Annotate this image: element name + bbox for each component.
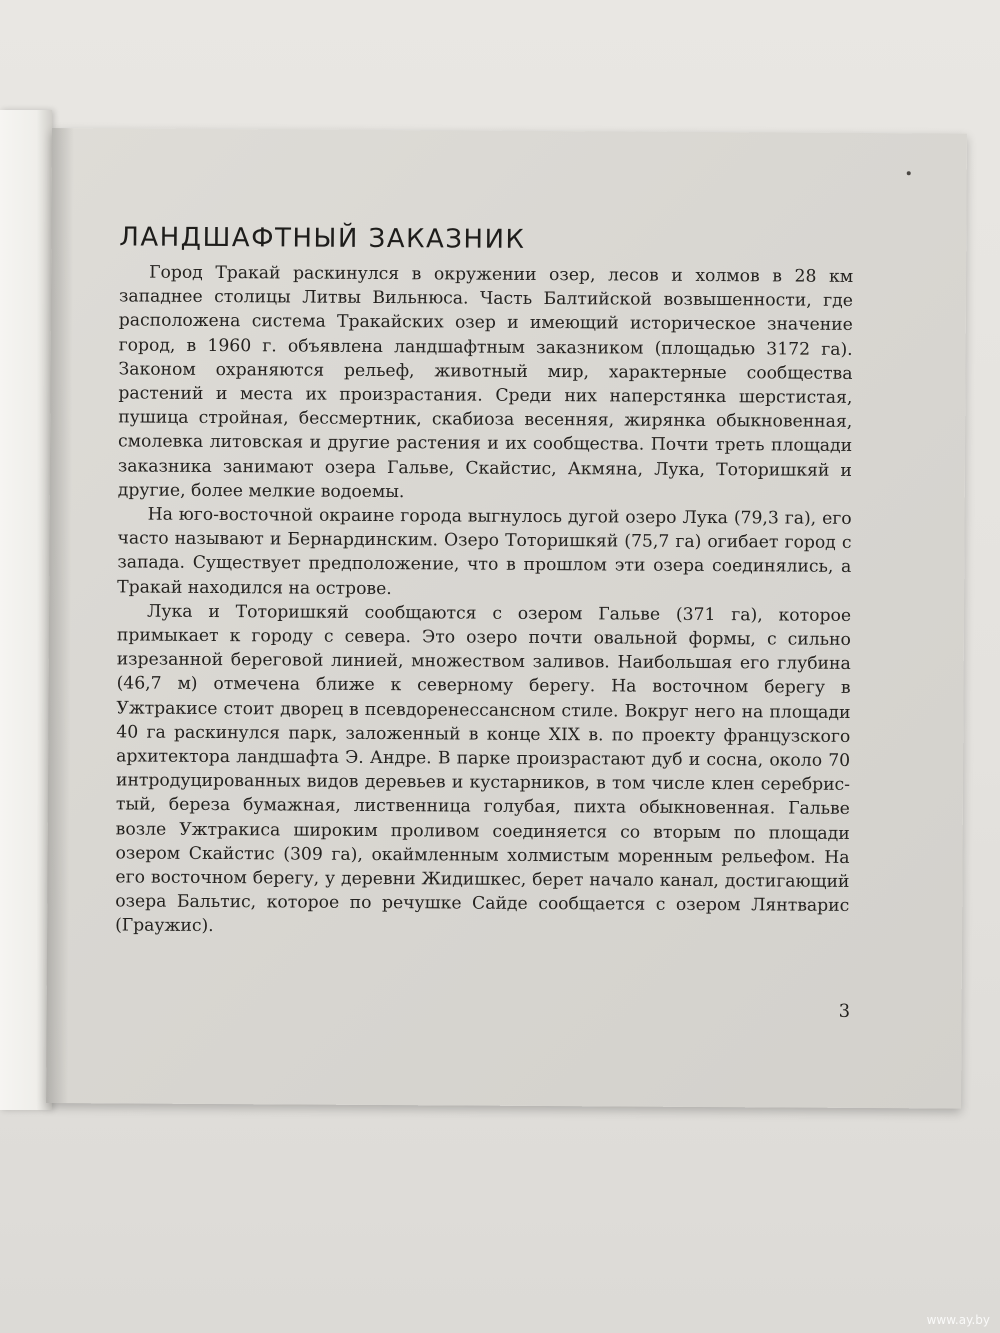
paragraph-3: Лука и Тоторишкяй сообщаются с озером Гальве (371 га), которое примыкает к городу с севера. Это озеро почти овальной формы, с сильно изрезанной береговой линией, множеством заливов. Наибольшая его глубина (46,7 м) отмечена ближе к северному берегу. На восточном берегу в Ужтракисе стоит дворец в псевдоренессансном стиле. Вокруг него на площади 40 га раскинулся парк, заложенный в конце XIX в. по проекту французского архитектора ландшафта Э. Андре. В парке произрастают дуб и сосна, около 70 интродуцированных видов деревьев и кустарников, в том числе клен серебристый, береза бумажная, лиственница голубая, пихта обыкновенная. Гальве возле Ужтракиса широким проливом соединяется со вторым по площади озером Скайстис (309 га), окаймленным холмистым моренным рельефом. На его восточном берегу, у деревни Жидишкес, берет начало канал, достигающий озера Бальтис, которое по речушке Сайде сообщается с озером Лянтварис (Граужис). bbox=[115, 601, 852, 937]
left-page-edge bbox=[0, 110, 52, 1110]
paragraph-1: Город Тракай раскинулся в окружении озер, лесов и холмов в 28 км западнее столицы Литвы Вильнюса. Часть Балтийской возвышенности, где расположена система Тракайских озер и имеющий историческое значение город, в 1960 г. объявлена ландшафтным заказником (площадью 3172 га). Законом охраняются рельеф, животный мир, характерные сообщества растений и места их произрастания. Среди них наперстянка шерстистая, пушица стройная, бессмертник, скабиоза весенняя, жирянка обыкновенная, смолевка литовская и другие растения и их сообщества. Почти треть площади заказника занимают озера Гальве, Скайстис, Акмяна, Лука, Тоторишкяй и другие, более мелкие водоемы. bbox=[117, 262, 854, 502]
paragraph-2: На юго-восточной окраине города выгнулось дугой озеро Лука (79,3 га), его часто называют и Бернардинским. Озеро Тоторишкяй (75,7 га) огибает город с запада. Существует предположение, что в прошлом эти озера соединялись, а Тракай находился на острове. bbox=[117, 504, 852, 599]
page-number: 3 bbox=[838, 1000, 851, 1022]
book-page bbox=[46, 128, 967, 1109]
watermark: www.ay.by bbox=[926, 1313, 990, 1327]
article-body bbox=[115, 260, 853, 942]
page-heading: ЛАНДШАФТНЫЙ ЗАКАЗНИК bbox=[119, 222, 526, 255]
paper-speck bbox=[907, 171, 911, 175]
spine-shadow bbox=[46, 128, 74, 1103]
